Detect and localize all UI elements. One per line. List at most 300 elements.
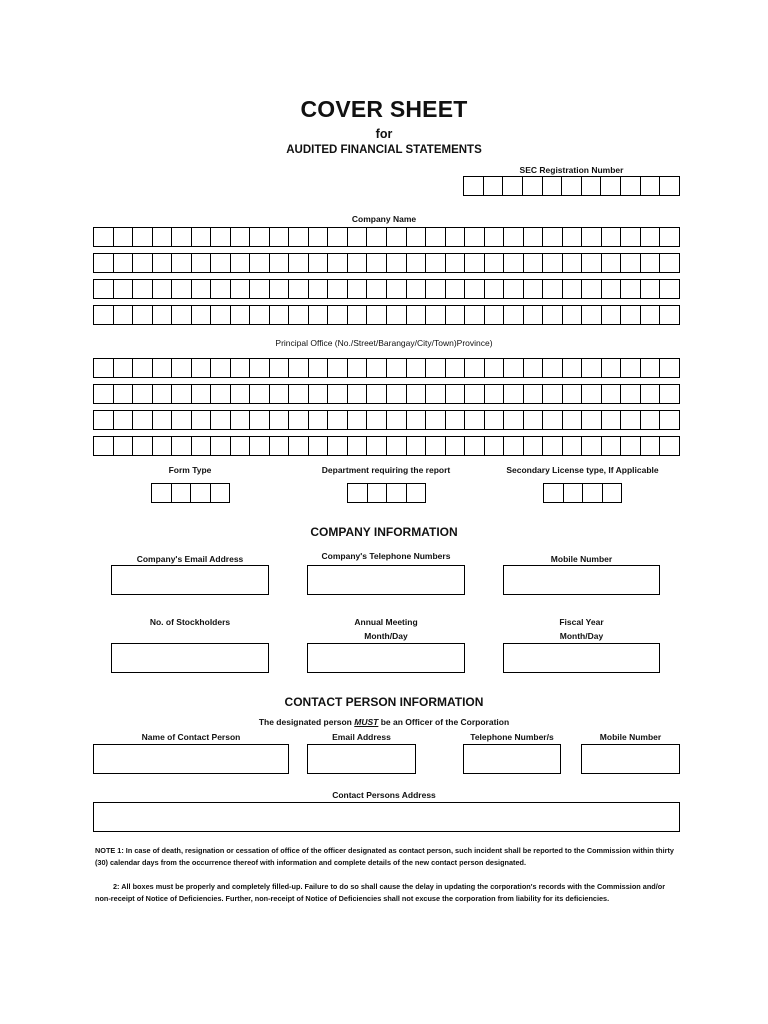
char-box[interactable] <box>485 306 505 324</box>
char-box[interactable] <box>133 411 153 429</box>
char-box[interactable] <box>426 280 446 298</box>
char-box[interactable] <box>524 280 544 298</box>
char-box[interactable] <box>641 280 661 298</box>
company-name-row-3[interactable] <box>93 279 680 299</box>
contact-info-heading: CONTACT PERSON INFORMATION <box>284 695 484 709</box>
char-box[interactable] <box>348 254 368 272</box>
char-box[interactable] <box>621 177 641 195</box>
principal-office-label: Principal Office (No./Street/Barangay/City/Town)Province) <box>275 338 493 348</box>
char-box[interactable] <box>231 280 251 298</box>
char-box[interactable] <box>582 254 602 272</box>
char-box[interactable] <box>328 437 348 455</box>
char-box[interactable] <box>367 411 387 429</box>
char-box[interactable] <box>114 411 134 429</box>
char-box[interactable] <box>309 228 329 246</box>
char-box[interactable] <box>192 280 212 298</box>
char-box[interactable] <box>524 254 544 272</box>
char-box[interactable] <box>192 254 212 272</box>
char-box[interactable] <box>641 177 661 195</box>
company-name-row-4[interactable] <box>93 305 680 325</box>
char-box[interactable] <box>562 177 582 195</box>
char-box[interactable] <box>465 359 485 377</box>
char-box[interactable] <box>94 385 114 403</box>
char-box[interactable] <box>407 306 427 324</box>
designated-must: MUST <box>354 717 379 727</box>
char-box[interactable] <box>603 484 623 502</box>
char-box[interactable] <box>464 177 484 195</box>
char-box[interactable] <box>250 359 270 377</box>
principal-office-row-2[interactable] <box>93 384 680 404</box>
char-box[interactable] <box>114 228 134 246</box>
char-box[interactable] <box>524 359 544 377</box>
char-box[interactable] <box>367 359 387 377</box>
char-box[interactable] <box>211 280 231 298</box>
char-box[interactable] <box>289 306 309 324</box>
char-box[interactable] <box>524 228 544 246</box>
char-box[interactable] <box>231 359 251 377</box>
char-box[interactable] <box>465 385 485 403</box>
char-box[interactable] <box>250 437 270 455</box>
char-box[interactable] <box>621 359 641 377</box>
char-box[interactable] <box>133 228 153 246</box>
char-box[interactable] <box>133 306 153 324</box>
char-box[interactable] <box>621 254 641 272</box>
char-box[interactable] <box>407 359 427 377</box>
char-box[interactable] <box>582 385 602 403</box>
department-label: Department requiring the report <box>321 465 451 475</box>
char-box[interactable] <box>231 228 251 246</box>
annual-meeting-label: Annual Meeting <box>354 617 418 627</box>
char-box[interactable] <box>211 254 231 272</box>
char-box[interactable] <box>152 484 172 502</box>
char-box[interactable] <box>524 385 544 403</box>
contact-email-label: Email Address <box>332 732 391 742</box>
char-box[interactable] <box>270 411 290 429</box>
principal-office-row-3[interactable] <box>93 410 680 430</box>
char-box[interactable] <box>660 385 680 403</box>
char-box[interactable] <box>94 280 114 298</box>
char-box[interactable] <box>348 411 368 429</box>
char-box[interactable] <box>485 228 505 246</box>
char-box[interactable] <box>602 280 622 298</box>
char-box[interactable] <box>426 306 446 324</box>
char-box[interactable] <box>426 359 446 377</box>
char-box[interactable] <box>270 254 290 272</box>
char-box[interactable] <box>133 385 153 403</box>
char-box[interactable] <box>133 280 153 298</box>
char-box[interactable] <box>543 359 563 377</box>
char-box[interactable] <box>602 228 622 246</box>
char-box[interactable] <box>543 306 563 324</box>
char-box[interactable] <box>367 306 387 324</box>
char-box[interactable] <box>348 359 368 377</box>
char-box[interactable] <box>523 177 543 195</box>
char-box[interactable] <box>172 228 192 246</box>
principal-office-row-4[interactable] <box>93 436 680 456</box>
char-box[interactable] <box>114 280 134 298</box>
char-box[interactable] <box>94 359 114 377</box>
char-box[interactable] <box>114 306 134 324</box>
char-box[interactable] <box>172 437 192 455</box>
char-box[interactable] <box>387 306 407 324</box>
char-box[interactable] <box>328 385 348 403</box>
char-box[interactable] <box>270 437 290 455</box>
char-box[interactable] <box>309 385 329 403</box>
char-box[interactable] <box>172 280 192 298</box>
char-box[interactable] <box>582 411 602 429</box>
char-box[interactable] <box>309 254 329 272</box>
char-box[interactable] <box>504 359 524 377</box>
char-box[interactable] <box>446 280 466 298</box>
char-box[interactable] <box>94 411 114 429</box>
char-box[interactable] <box>289 254 309 272</box>
char-box[interactable] <box>660 359 680 377</box>
char-box[interactable] <box>328 280 348 298</box>
char-box[interactable] <box>328 411 348 429</box>
char-box[interactable] <box>426 254 446 272</box>
char-box[interactable] <box>407 411 427 429</box>
char-box[interactable] <box>231 306 251 324</box>
char-box[interactable] <box>211 306 231 324</box>
contact-email-field[interactable] <box>307 744 416 774</box>
char-box[interactable] <box>289 280 309 298</box>
char-box[interactable] <box>192 411 212 429</box>
char-box[interactable] <box>211 411 231 429</box>
char-box[interactable] <box>153 385 173 403</box>
char-box[interactable] <box>465 228 485 246</box>
char-box[interactable] <box>543 254 563 272</box>
char-box[interactable] <box>465 306 485 324</box>
company-name-row-2[interactable] <box>93 253 680 273</box>
char-box[interactable] <box>582 306 602 324</box>
char-box[interactable] <box>250 228 270 246</box>
contact-mobile-label: Mobile Number <box>599 732 662 742</box>
char-box[interactable] <box>172 306 192 324</box>
char-box[interactable] <box>564 484 584 502</box>
char-box[interactable] <box>211 359 231 377</box>
char-box[interactable] <box>641 306 661 324</box>
char-box[interactable] <box>407 437 427 455</box>
char-box[interactable] <box>563 306 583 324</box>
char-box[interactable] <box>270 280 290 298</box>
char-box[interactable] <box>172 484 192 502</box>
sec-registration-grid[interactable] <box>463 176 680 196</box>
char-box[interactable] <box>289 385 309 403</box>
annual-meeting-sub-label: Month/Day <box>364 631 408 641</box>
char-box[interactable] <box>504 411 524 429</box>
char-box[interactable] <box>621 228 641 246</box>
char-box[interactable] <box>582 228 602 246</box>
char-box[interactable] <box>211 385 231 403</box>
char-box[interactable] <box>484 177 504 195</box>
char-box[interactable] <box>94 437 114 455</box>
char-box[interactable] <box>426 228 446 246</box>
char-box[interactable] <box>133 359 153 377</box>
char-box[interactable] <box>602 385 622 403</box>
char-box[interactable] <box>446 359 466 377</box>
char-box[interactable] <box>192 437 212 455</box>
char-box[interactable] <box>114 437 134 455</box>
char-box[interactable] <box>309 306 329 324</box>
char-box[interactable] <box>641 411 661 429</box>
char-box[interactable] <box>582 280 602 298</box>
char-box[interactable] <box>250 306 270 324</box>
char-box[interactable] <box>524 306 544 324</box>
char-box[interactable] <box>250 385 270 403</box>
char-box[interactable] <box>211 437 231 455</box>
char-box[interactable] <box>660 437 680 455</box>
char-box[interactable] <box>582 437 602 455</box>
char-box[interactable] <box>563 359 583 377</box>
char-box[interactable] <box>133 437 153 455</box>
char-box[interactable] <box>289 359 309 377</box>
page-subtitle: AUDITED FINANCIAL STATEMENTS <box>286 144 482 156</box>
char-box[interactable] <box>231 437 251 455</box>
char-box[interactable] <box>446 437 466 455</box>
char-box[interactable] <box>387 228 407 246</box>
char-box[interactable] <box>485 411 505 429</box>
char-box[interactable] <box>153 359 173 377</box>
char-box[interactable] <box>309 437 329 455</box>
char-box[interactable] <box>446 228 466 246</box>
char-box[interactable] <box>153 437 173 455</box>
char-box[interactable] <box>153 280 173 298</box>
char-box[interactable] <box>387 280 407 298</box>
char-box[interactable] <box>583 484 603 502</box>
fiscal-year-field[interactable] <box>503 643 660 673</box>
char-box[interactable] <box>504 385 524 403</box>
char-box[interactable] <box>407 254 427 272</box>
stockholders-label: No. of Stockholders <box>149 617 231 627</box>
char-box[interactable] <box>270 359 290 377</box>
char-box[interactable] <box>621 437 641 455</box>
char-box[interactable] <box>367 280 387 298</box>
char-box[interactable] <box>503 177 523 195</box>
char-box[interactable] <box>289 228 309 246</box>
char-box[interactable] <box>289 437 309 455</box>
char-box[interactable] <box>660 280 680 298</box>
char-box[interactable] <box>465 254 485 272</box>
char-box[interactable] <box>270 306 290 324</box>
char-box[interactable] <box>387 437 407 455</box>
char-box[interactable] <box>602 437 622 455</box>
char-box[interactable] <box>485 385 505 403</box>
char-box[interactable] <box>387 484 407 502</box>
company-email-field[interactable] <box>111 565 269 595</box>
char-box[interactable] <box>426 437 446 455</box>
char-box[interactable] <box>192 359 212 377</box>
char-box[interactable] <box>660 177 680 195</box>
char-box[interactable] <box>446 254 466 272</box>
char-box[interactable] <box>153 228 173 246</box>
char-box[interactable] <box>368 484 388 502</box>
char-box[interactable] <box>446 411 466 429</box>
char-box[interactable] <box>446 306 466 324</box>
char-box[interactable] <box>211 228 231 246</box>
char-box[interactable] <box>543 411 563 429</box>
char-box[interactable] <box>328 359 348 377</box>
secondary-license-label: Secondary License type, If Applicable <box>506 465 659 475</box>
char-box[interactable] <box>348 484 368 502</box>
form-type-grid[interactable] <box>151 483 230 503</box>
char-box[interactable] <box>504 306 524 324</box>
char-box[interactable] <box>465 411 485 429</box>
char-box[interactable] <box>328 306 348 324</box>
char-box[interactable] <box>328 228 348 246</box>
char-box[interactable] <box>348 306 368 324</box>
contact-mobile-field[interactable] <box>581 744 680 774</box>
char-box[interactable] <box>407 385 427 403</box>
char-box[interactable] <box>582 359 602 377</box>
char-box[interactable] <box>270 385 290 403</box>
char-box[interactable] <box>621 306 641 324</box>
char-box[interactable] <box>94 254 114 272</box>
char-box[interactable] <box>485 437 505 455</box>
char-box[interactable] <box>641 228 661 246</box>
department-grid[interactable] <box>347 483 426 503</box>
char-box[interactable] <box>114 359 134 377</box>
char-box[interactable] <box>231 385 251 403</box>
company-telephone-field[interactable] <box>307 565 465 595</box>
char-box[interactable] <box>504 254 524 272</box>
company-info-heading: COMPANY INFORMATION <box>310 525 458 539</box>
char-box[interactable] <box>563 228 583 246</box>
annual-meeting-field[interactable] <box>307 643 465 673</box>
char-box[interactable] <box>367 254 387 272</box>
char-box[interactable] <box>231 411 251 429</box>
char-box[interactable] <box>348 385 368 403</box>
char-box[interactable] <box>524 437 544 455</box>
company-telephone-label: Company's Telephone Numbers <box>321 551 451 561</box>
char-box[interactable] <box>270 228 290 246</box>
char-box[interactable] <box>250 411 270 429</box>
char-box[interactable] <box>660 254 680 272</box>
char-box[interactable] <box>348 437 368 455</box>
char-box[interactable] <box>426 385 446 403</box>
char-box[interactable] <box>543 280 563 298</box>
char-box[interactable] <box>465 437 485 455</box>
char-box[interactable] <box>191 484 211 502</box>
char-box[interactable] <box>563 254 583 272</box>
char-box[interactable] <box>211 484 231 502</box>
char-box[interactable] <box>524 411 544 429</box>
char-box[interactable] <box>660 228 680 246</box>
char-box[interactable] <box>367 437 387 455</box>
char-box[interactable] <box>504 280 524 298</box>
secondary-license-grid[interactable] <box>543 483 622 503</box>
char-box[interactable] <box>172 254 192 272</box>
char-box[interactable] <box>563 411 583 429</box>
char-box[interactable] <box>543 385 563 403</box>
char-box[interactable] <box>387 359 407 377</box>
char-box[interactable] <box>543 177 563 195</box>
char-box[interactable] <box>94 306 114 324</box>
char-box[interactable] <box>153 306 173 324</box>
char-box[interactable] <box>231 254 251 272</box>
char-box[interactable] <box>407 228 427 246</box>
contact-address-field[interactable] <box>93 802 680 832</box>
char-box[interactable] <box>641 254 661 272</box>
char-box[interactable] <box>309 280 329 298</box>
char-box[interactable] <box>660 306 680 324</box>
char-box[interactable] <box>563 437 583 455</box>
char-box[interactable] <box>153 411 173 429</box>
char-box[interactable] <box>582 177 602 195</box>
char-box[interactable] <box>621 385 641 403</box>
char-box[interactable] <box>407 484 427 502</box>
char-box[interactable] <box>602 411 622 429</box>
char-box[interactable] <box>172 359 192 377</box>
contact-telephone-field[interactable] <box>463 744 561 774</box>
char-box[interactable] <box>602 254 622 272</box>
principal-office-row-1[interactable] <box>93 358 680 378</box>
contact-name-field[interactable] <box>93 744 289 774</box>
char-box[interactable] <box>601 177 621 195</box>
char-box[interactable] <box>387 254 407 272</box>
char-box[interactable] <box>153 254 173 272</box>
char-box[interactable] <box>621 280 641 298</box>
char-box[interactable] <box>367 385 387 403</box>
char-box[interactable] <box>504 437 524 455</box>
char-box[interactable] <box>446 385 466 403</box>
char-box[interactable] <box>309 359 329 377</box>
char-box[interactable] <box>544 484 564 502</box>
company-mobile-field[interactable] <box>503 565 660 595</box>
char-box[interactable] <box>114 385 134 403</box>
char-box[interactable] <box>543 437 563 455</box>
char-box[interactable] <box>621 411 641 429</box>
char-box[interactable] <box>114 254 134 272</box>
char-box[interactable] <box>192 306 212 324</box>
char-box[interactable] <box>426 411 446 429</box>
char-box[interactable] <box>348 280 368 298</box>
char-box[interactable] <box>367 228 387 246</box>
char-box[interactable] <box>465 280 485 298</box>
char-box[interactable] <box>348 228 368 246</box>
char-box[interactable] <box>563 280 583 298</box>
char-box[interactable] <box>543 228 563 246</box>
char-box[interactable] <box>387 411 407 429</box>
char-box[interactable] <box>192 385 212 403</box>
char-box[interactable] <box>387 385 407 403</box>
char-box[interactable] <box>563 385 583 403</box>
char-box[interactable] <box>172 385 192 403</box>
char-box[interactable] <box>602 359 622 377</box>
char-box[interactable] <box>485 254 505 272</box>
char-box[interactable] <box>192 228 212 246</box>
stockholders-field[interactable] <box>111 643 269 673</box>
char-box[interactable] <box>641 359 661 377</box>
char-box[interactable] <box>250 280 270 298</box>
char-box[interactable] <box>289 411 309 429</box>
form-type-label: Form Type <box>168 465 212 475</box>
char-box[interactable] <box>309 411 329 429</box>
char-box[interactable] <box>407 280 427 298</box>
char-box[interactable] <box>641 437 661 455</box>
char-box[interactable] <box>172 411 192 429</box>
char-box[interactable] <box>133 254 153 272</box>
char-box[interactable] <box>641 385 661 403</box>
char-box[interactable] <box>485 359 505 377</box>
char-box[interactable] <box>250 254 270 272</box>
char-box[interactable] <box>504 228 524 246</box>
char-box[interactable] <box>660 411 680 429</box>
company-name-row-1[interactable] <box>93 227 680 247</box>
char-box[interactable] <box>328 254 348 272</box>
char-box[interactable] <box>485 280 505 298</box>
char-box[interactable] <box>602 306 622 324</box>
char-box[interactable] <box>94 228 114 246</box>
